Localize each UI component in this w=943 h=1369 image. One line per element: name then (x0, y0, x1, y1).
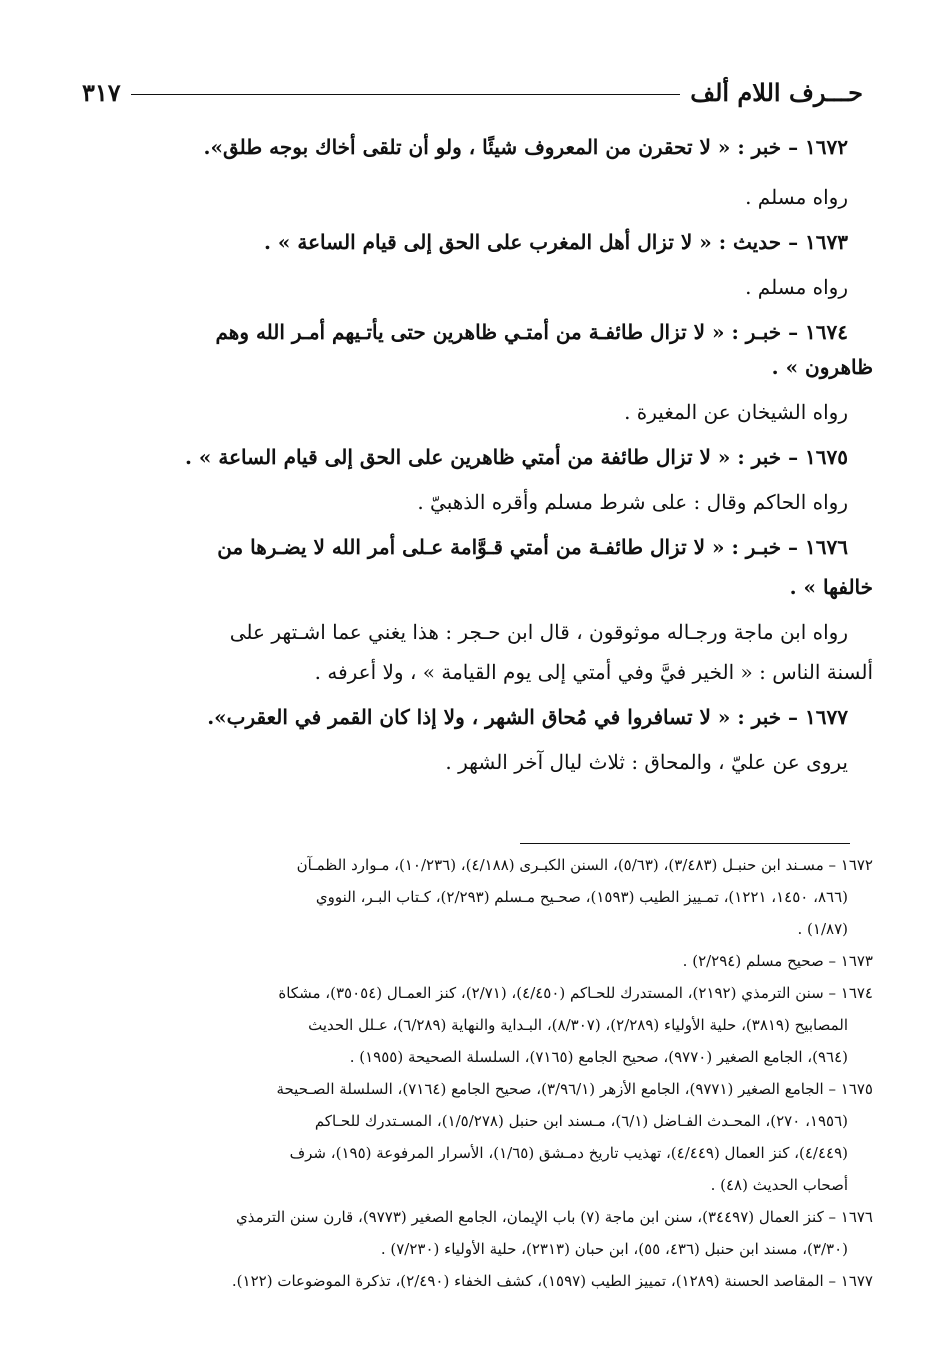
text-line: ١٦٧٥ – خبر : « لا تزال طائفة من أمتي ظاهرين على الحق إلى قيام الساعة » . (184, 445, 848, 469)
text-line: يروى عن عليّ ، والمحاق : ثلاث ليال آخر الشهر . (445, 750, 848, 774)
text-line: ١٦٧٣ – حديث : « لا تزال أهل المغرب على الحق إلى قيام الساعة » . (264, 230, 848, 254)
footnote-line: ١٦٧٣ – صحيح مسلم (٢/٢٩٤) . (682, 952, 873, 970)
running-header (82, 72, 863, 112)
text-line: ١٦٧٧ – خبر : « لا تسافروا في مُحاق الشهر ، ولا إذا كان القمر في العقرب». (207, 705, 848, 729)
footnote-line: (٤/٤٤٩)، كنز العمال (٤/٤٤٩)، تهذيب تاريخ دمـشق (١/٦٥)، الأسرار المرفوعة (١٩٥)، شرف (289, 1144, 848, 1162)
text-line: ألسنة الناس : « الخير فيَّ وفي أمتي إلى يوم القيامة » ، ولا أعرفه . (314, 660, 873, 684)
header-rule (131, 94, 681, 95)
text-line: خالفها » . (789, 575, 873, 599)
footnote-line: (٩٦٤)، الجامع الصغير (٩٧٧٠)، صحيح الجامع (٧١٦٥)، السلسلة الصحيحة (١٩٥٥) . (349, 1048, 848, 1066)
footnote-line: (٨٦٦، ١٤٥٠، ١٢٢١)، تمـييز الطيب (١٥٩٣)، صحـيح مـسلم (٢/٢٩٣)، كـتاب البـر، النووي (315, 888, 848, 906)
text-line: ظاهرون » . (771, 355, 873, 379)
text-line: رواه مسلم . (745, 185, 848, 209)
chapter-title: حـــرف اللام ألف (690, 77, 863, 107)
text-line: ١٦٧٤ – خبـر : « لا تزال طائفـة من أمتـي ظاهرين حتى يأتـيهم أمـر الله وهم (215, 320, 848, 344)
text-line: ١٦٧٢ – خبر : « لا تحقرن من المعروف شيئًا ، ولو أن تلقى أخاك بوجه طلق». (203, 135, 848, 159)
text-line: رواه الحاكم وقال : على شرط مسلم وأقره الذهبيّ . (417, 490, 848, 514)
footnote-line: ١٦٧٤ – سنن الترمذي (٢١٩٢)، المستدرك للحـاكم (٤/٤٥٠)، (٢/٧١)، كنز العمـال (٣٥٠٥٤)، مشكاة (278, 984, 873, 1002)
footnote-line: (١/٨٧) . (797, 920, 848, 938)
text-line: ١٦٧٦ – خبـر : « لا تزال طائفـة من أمتي قـوَّامة عـلى أمر الله لا يضـرها من (217, 535, 848, 559)
footnote-line: ١٦٧٦ – كنز العمال (٣٤٤٩٧)، سنن ابن ماجة (٧) باب الإيمان، الجامع الصغير (٩٧٧٣)، قارن سنن الترمذي (235, 1208, 873, 1226)
footnote-line: (٣/٣٠)، مسند ابن حنبل (٤٣٦، ٥٥)، ابن حبان (٢٣١٣)، حلية الأولياء (٧/٢٣٠) . (380, 1240, 848, 1258)
text-line: رواه ابن ماجة ورجـاله موثوقون ، قال ابن حـجر : هذا يغني عما اشـتهر على (229, 620, 848, 644)
footnote-line: ١٦٧٢ – مسـند ابن حنبـل (٣/٤٨٣)، (٥/٦٣)، السنن الكبـرى (٤/١٨٨)، (١٠/٢٣٦)، مـوارد الظمـآن (296, 856, 873, 874)
page-number: ٣١٧ (82, 77, 121, 107)
footnote-line: ١٦٧٧ – المقاصد الحسنة (١٢٨٩)، تمييز الطيب (١٥٩٧)، كشف الخفاء (٢/٤٩٠)، تذكرة الموضوعات (١٢٢). (231, 1272, 873, 1290)
footnote-line: ١٦٧٥ – الجامع الصغير (٩٧٧١)، الجامع الأزهر (٣/٩٦/١)، صحيح الجامع (٧١٦٤)، السلسلة الصـحيحة (276, 1080, 873, 1098)
footnote-line: (١٩٥٦، ٢٧٠)، المحـدث الفـاضل (٦/١)، مـسند ابن حنبل (١/٥/٢٧٨)، المسـتدرك للحـاكم (314, 1112, 848, 1130)
text-line: رواه الشيخان عن المغيرة . (624, 400, 848, 424)
text-line: رواه مسلم . (745, 275, 848, 299)
footnote-line: أصحاب الحديث (٤٨) . (710, 1176, 848, 1194)
footnote-separator (520, 843, 850, 844)
footnote-line: المصابيح (٣٨١٩)، حلية الأولياء (٢/٢٨٩)، (٨/٣٠٧)، البـداية والنهاية (٦/٢٨٩)، عـلل الحديث (308, 1016, 848, 1034)
